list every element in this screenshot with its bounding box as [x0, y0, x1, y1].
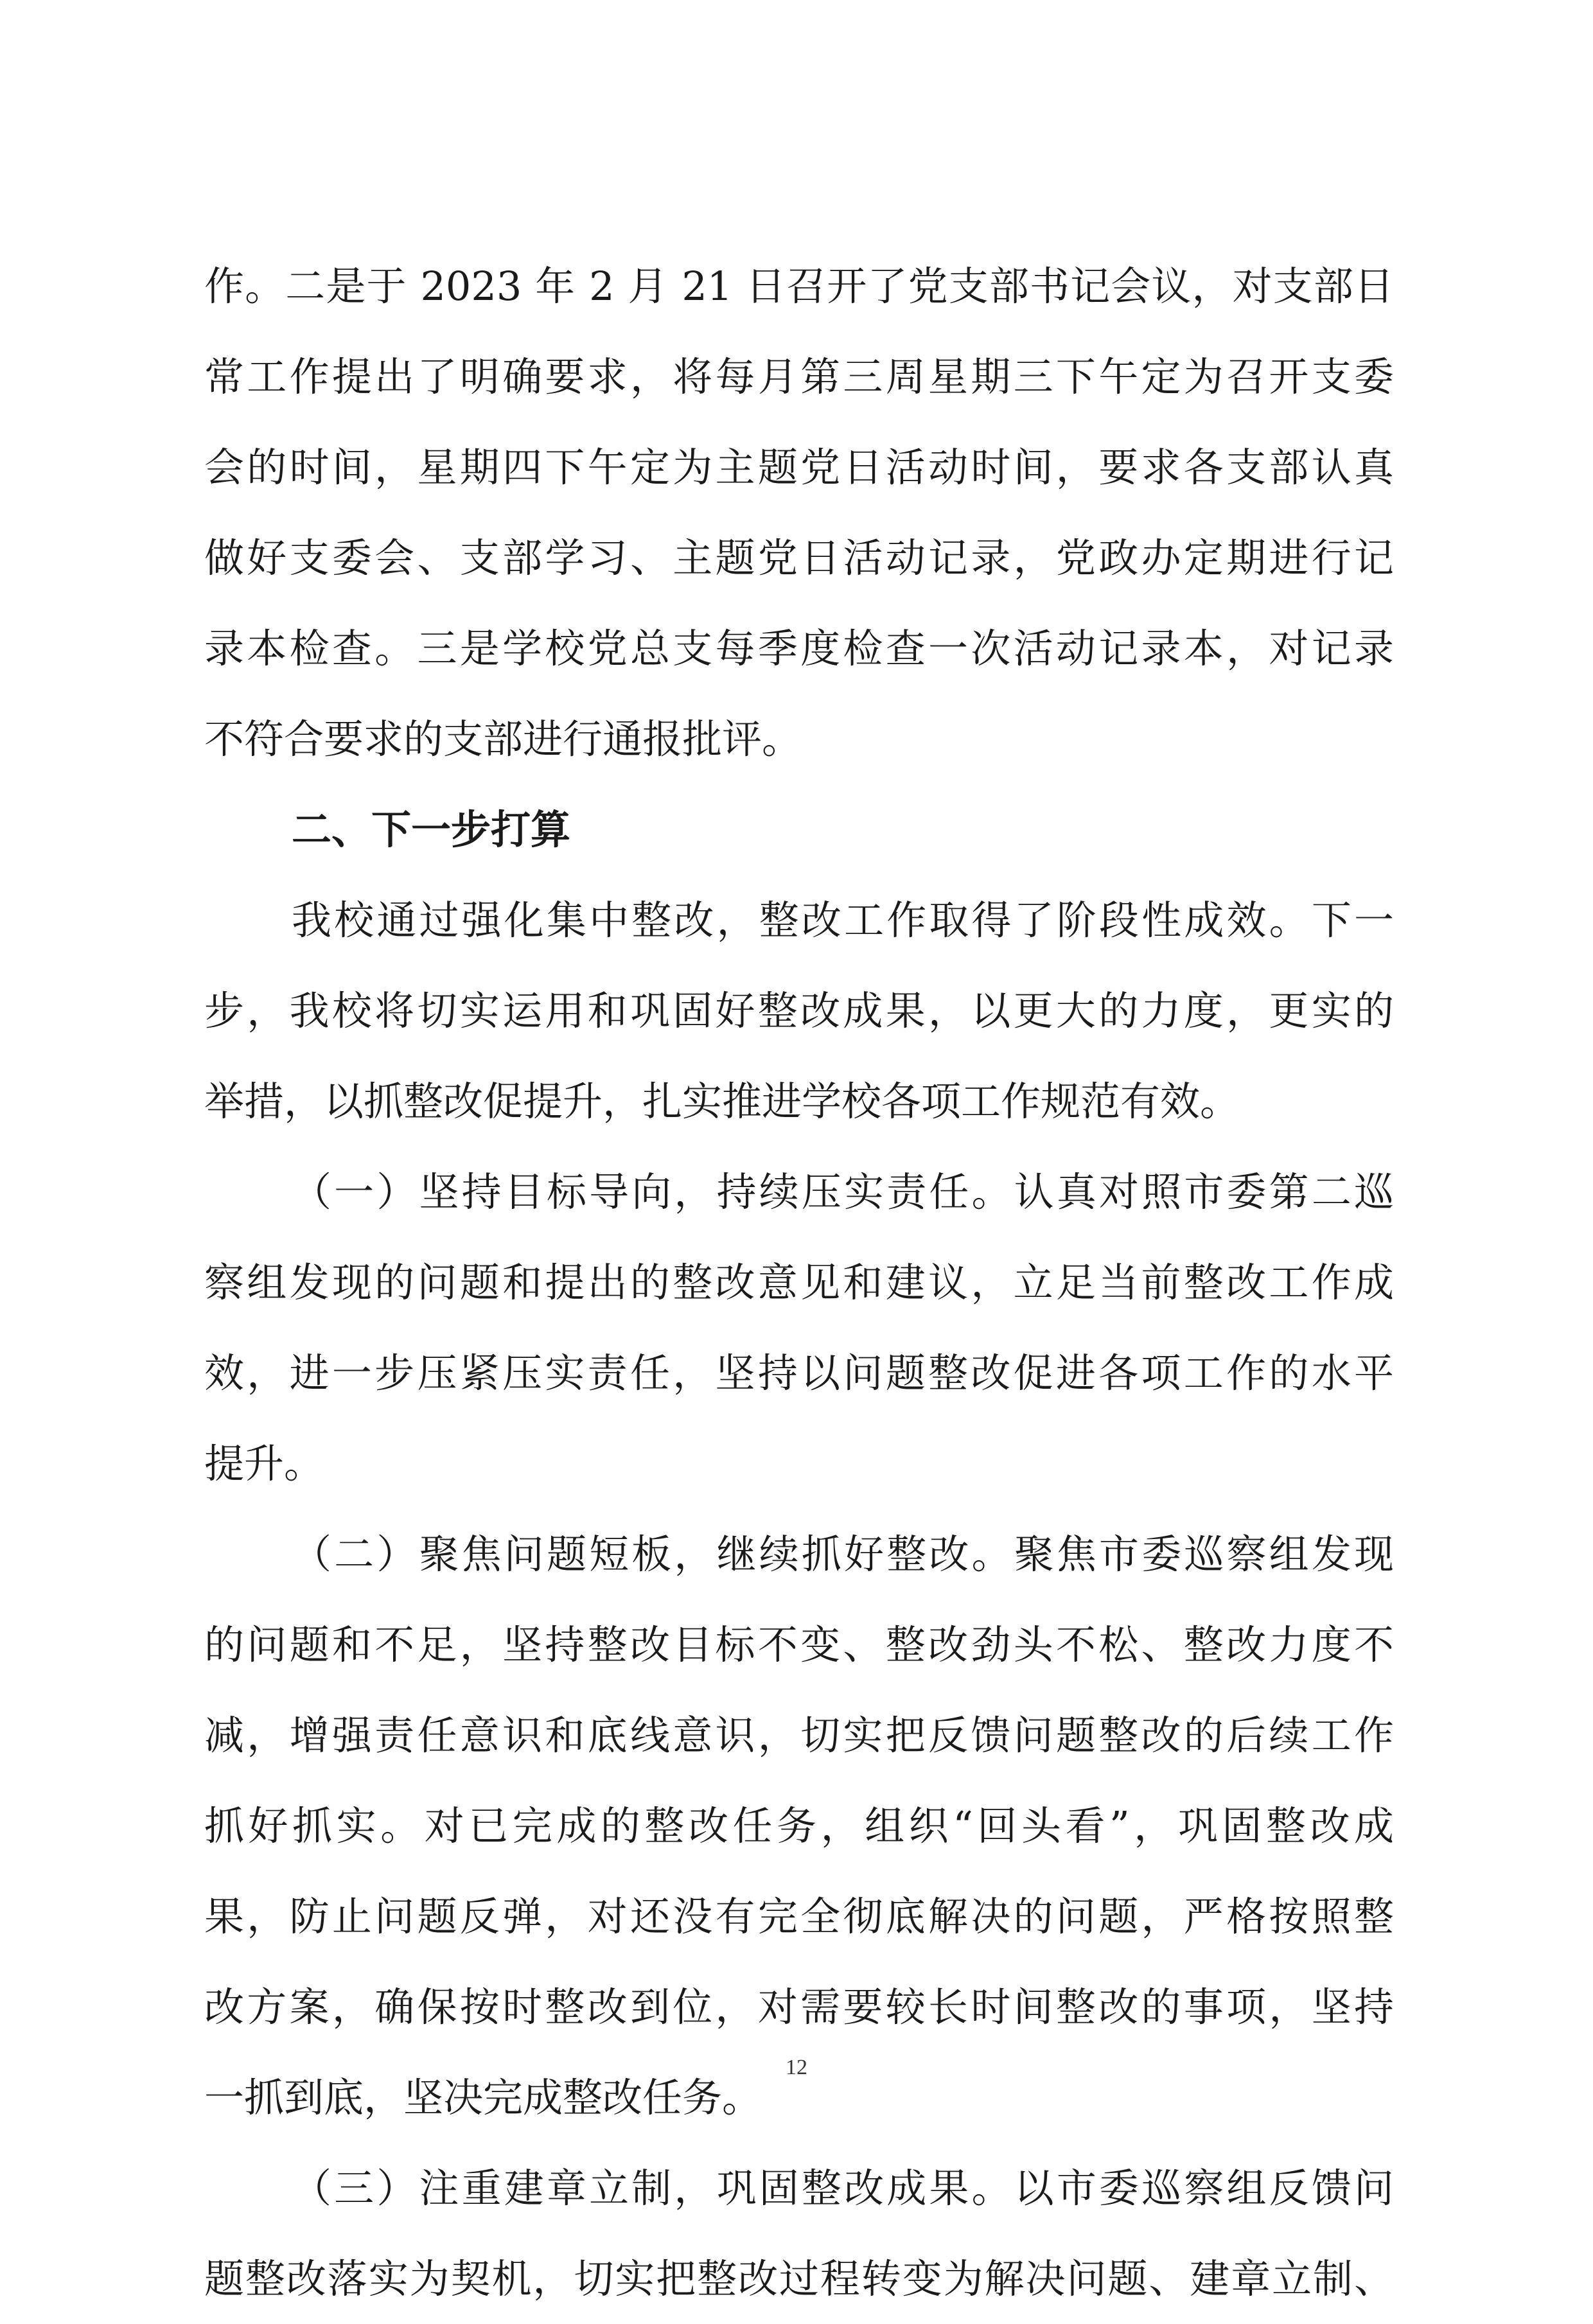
body-text-line: 不符合要求的支部进行通报批评。 [204, 716, 802, 762]
body-text-line: 题整改落实为契机，切实把整改过程转变为解决问题、建章立制、 [204, 2255, 1394, 2302]
document-body [204, 241, 1394, 2324]
body-text-line: （三）注重建章立制，巩固整改成果。以市委巡察组反馈问 [292, 2165, 1394, 2212]
body-text-line: 录本检查。三是学校党总支每季度检查一次活动记录本，对记录 [204, 625, 1394, 672]
page-number: 12 [786, 2056, 807, 2079]
body-text-line: 的问题和不足，坚持整改目标不变、整改劲头不松、整改力度不 [204, 1621, 1394, 1668]
body-text-line: 会的时间，星期四下午定为主题党日活动时间，要求各支部认真 [204, 444, 1394, 491]
body-text-line: 一抓到底，坚决完成整改任务。 [204, 2074, 762, 2121]
body-text-line: （二）聚焦问题短板，继续抓好整改。聚焦市委巡察组发现 [292, 1531, 1394, 1578]
body-text-line: 改方案，确保按时整改到位，对需要较长时间整改的事项，坚持 [204, 1984, 1394, 2030]
body-text-line: 步，我校将切实运用和巩固好整改成果，以更大的力度，更实的 [204, 987, 1394, 1034]
body-text-line: 果，防止问题反弹，对还没有完全彻底解决的问题，严格按照整 [204, 1893, 1394, 1940]
body-text-line: 抓好抓实。对已完成的整改任务，组织“回头看”，巩固整改成 [204, 1802, 1394, 1849]
section-heading: 二、下一步打算 [292, 806, 571, 853]
body-text-line: 作。二是于 2023 年 2 月 21 日召开了党支部书记会议，对支部日 [204, 263, 1394, 310]
body-text-line: （一）坚持目标导向，持续压实责任。认真对照市委第二巡 [292, 1168, 1394, 1215]
body-text-line: 效，进一步压紧压实责任，坚持以问题整改促进各项工作的水平 [204, 1350, 1394, 1396]
body-text-line: 举措，以抓整改促提升，扎实推进学校各项工作规范有效。 [204, 1078, 1240, 1125]
body-text-line: 做好支委会、支部学习、主题党日活动记录，党政办定期进行记 [204, 534, 1394, 581]
body-text-line: 提升。 [204, 1440, 324, 1487]
body-text-line: 我校通过强化集中整改，整改工作取得了阶段性成效。下一 [292, 897, 1394, 944]
body-text-line: 常工作提出了明确要求，将每月第三周星期三下午定为召开支委 [204, 353, 1394, 400]
body-text-line: 察组发现的问题和提出的整改意见和建议，立足当前整改工作成 [204, 1259, 1394, 1306]
body-text-line: 减，增强责任意识和底线意识，切实把反馈问题整改的后续工作 [204, 1712, 1394, 1759]
